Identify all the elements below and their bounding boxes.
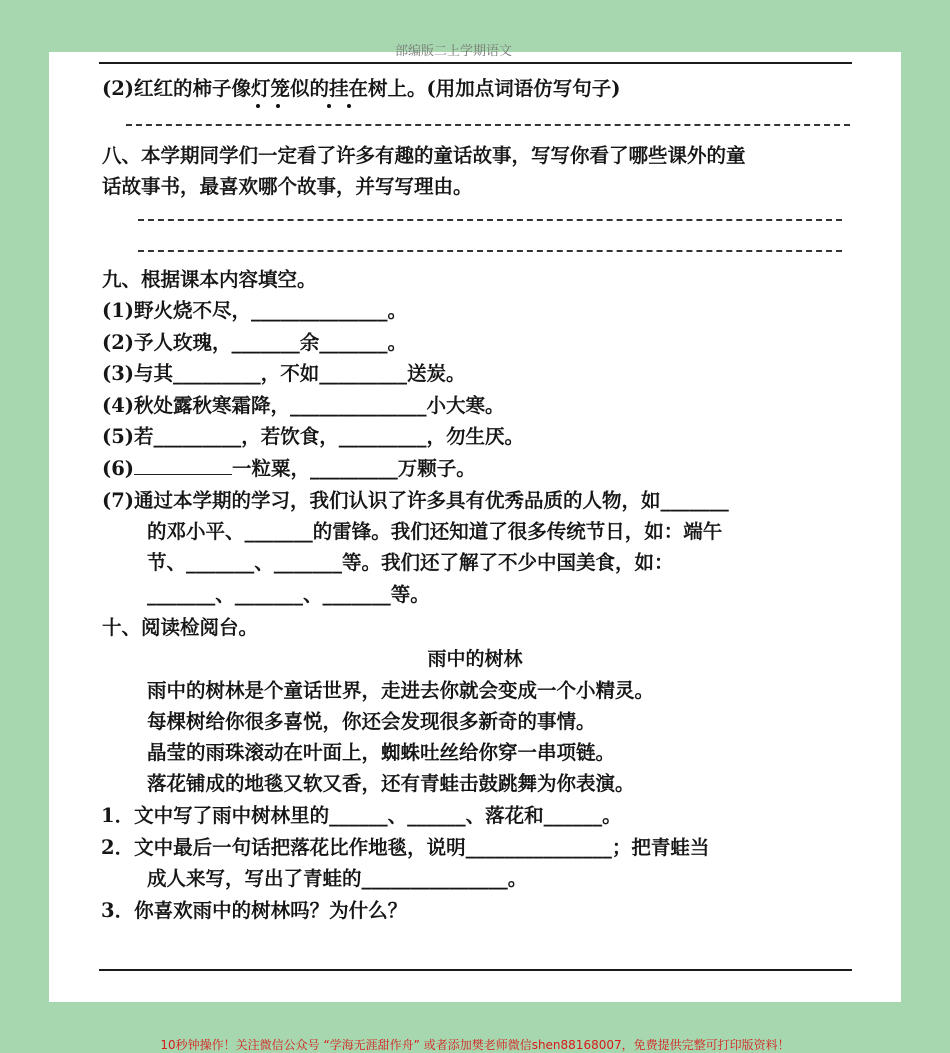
q9-item1: (1)野火烧不尽，______________。	[102, 299, 408, 322]
passage-paragraph: 落花铺成的地毯又软又香，还有青蛙击鼓跳舞为你表演。	[147, 772, 635, 795]
emphasis-dot	[347, 104, 351, 108]
q9-item5: (5)若_________，若饮食，_________，勿生厌。	[102, 425, 525, 448]
header-rule	[99, 62, 852, 64]
promo-footer: 10秒钟操作！关注微信公众号 “学海无涯甜作舟” 或者添加樊老师微信shen88168007，免费提供完整可打印版资料！	[160, 1038, 790, 1052]
passage-paragraph: 晶莹的雨珠滚动在叶面上，蜘蛛吐丝给你穿一串项链。	[147, 741, 616, 764]
answer-line[interactable]	[126, 124, 850, 126]
q7-item2: (2)红红的柿子像灯笼似的挂在树上。(用加点词语仿写句子)	[102, 77, 621, 100]
q9-item6-prefix: (6)	[102, 457, 135, 480]
emphasis-dot	[327, 104, 331, 108]
q9-item7-line3: 节、_______、_______等。我们还了解了不少中国美食，如：	[147, 551, 674, 574]
q10-sub1: 1．文中写了雨中树林里的______、______、落花和______。	[101, 804, 622, 827]
q9-item4: (4)秋处露秋寒霜降，______________小大寒。	[102, 394, 505, 417]
q9-item3: (3)与其_________，不如_________送炭。	[102, 362, 466, 385]
q10-title: 十、阅读检阅台。	[102, 616, 259, 639]
q10-sub3: 3．你喜欢雨中的树林吗？为什么？	[101, 899, 408, 922]
answer-rule[interactable]	[99, 969, 852, 971]
emphasis-dot	[276, 104, 280, 108]
q9-item7-line4: _______、_______、_______等。	[147, 583, 430, 606]
answer-blank[interactable]	[134, 456, 232, 475]
q9-item6-suffix: 一粒粟，_________万颗子。	[232, 457, 476, 480]
passage-paragraph: 每棵树给你很多喜悦，你还会发现很多新奇的事情。	[147, 710, 596, 733]
q9-title: 九、根据课本内容填空。	[102, 268, 317, 291]
q9-item6	[102, 456, 476, 482]
passage-title: 雨中的树林	[427, 648, 523, 670]
q9-item7-line1: (7)通过本学期的学习，我们认识了许多具有优秀品质的人物，如_______	[102, 489, 729, 512]
answer-line[interactable]	[138, 250, 842, 252]
page-header: 部编版二上学期语文	[395, 44, 513, 59]
passage-paragraph: 雨中的树林是个童话世界，走进去你就会变成一个小精灵。	[147, 679, 655, 702]
q9-item7-line2: 的邓小平、_______的雷锋。我们还知道了很多传统节日，如：端午	[147, 520, 723, 543]
q8-line2: 话故事书，最喜欢哪个故事，并写写理由。	[102, 175, 473, 198]
emphasis-dot	[256, 104, 260, 108]
q10-sub2-line1: 2．文中最后一句话把落花比作地毯，说明_______________；把青蛙当	[101, 836, 710, 859]
q8-line1: 八、本学期同学们一定看了许多有趣的童话故事，写写你看了哪些课外的童	[102, 144, 746, 167]
answer-line[interactable]	[138, 219, 842, 221]
q10-sub2-line2: 成人来写，写出了青蛙的_______________。	[147, 867, 528, 890]
q9-item2: (2)予人玫瑰，_______余_______。	[102, 331, 408, 354]
